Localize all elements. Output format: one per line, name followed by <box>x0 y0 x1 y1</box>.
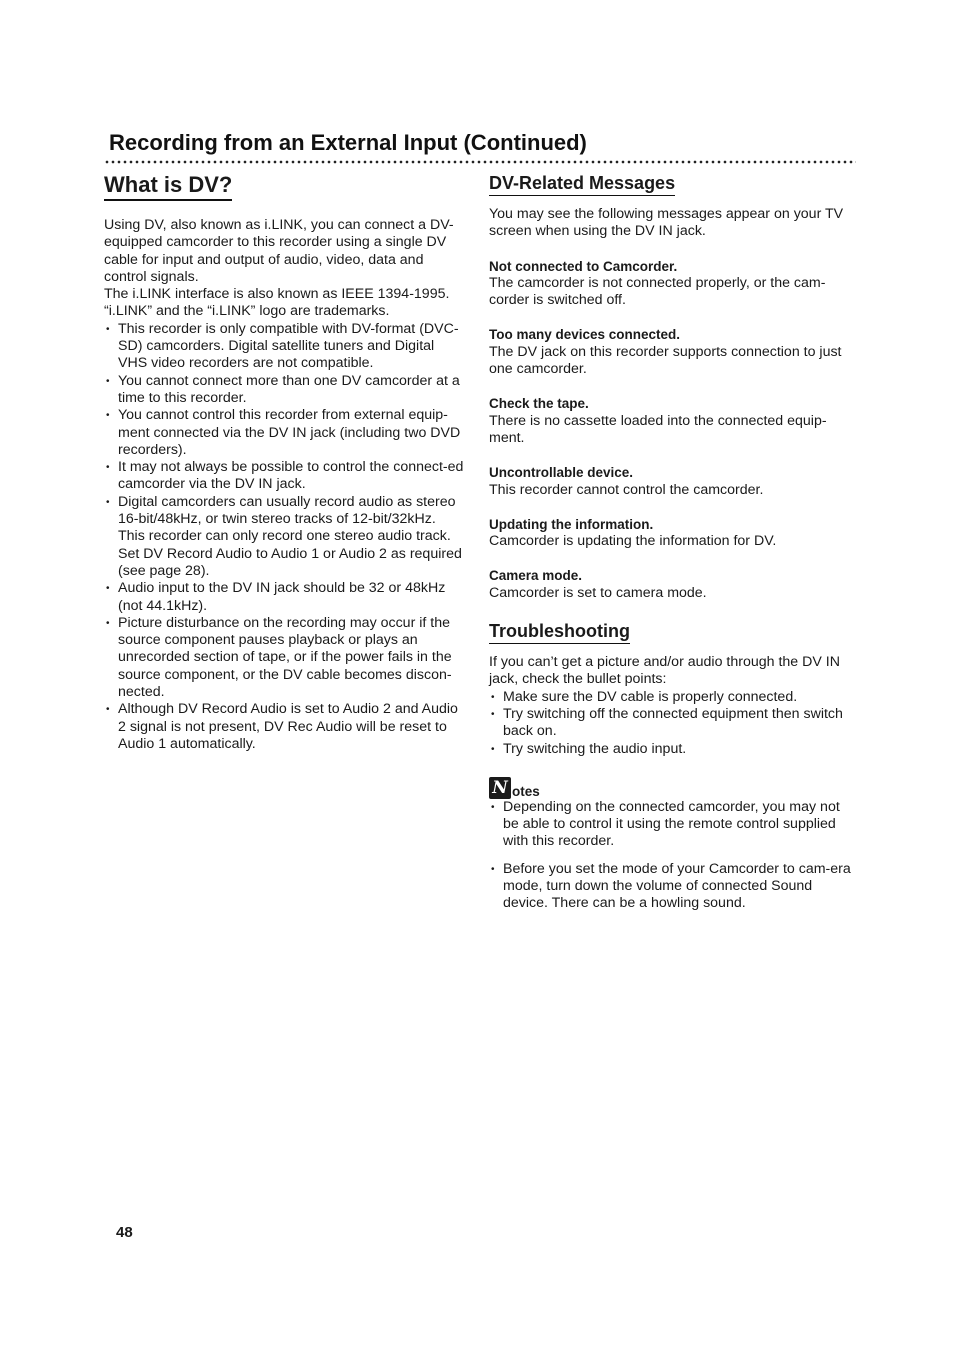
list-item: • Try switching the audio input. <box>489 741 855 758</box>
right-column <box>489 172 855 913</box>
message-title: Camera mode. <box>489 568 583 584</box>
list-item: • Try switching off the connected equipment then switch back on. <box>489 706 855 741</box>
list-item: • This recorder is only compatible with DV-format (DVC-SD) camcorders. Digital satellite tuners and Digital VHS video recorders are not compatible. <box>104 321 466 373</box>
message-text: Camcorder is updating the information for DV. <box>489 533 777 550</box>
troubleshooting-heading: Troubleshooting <box>489 620 630 644</box>
list-item: • You cannot connect more than one DV camcorder at a time to this recorder. <box>104 373 466 408</box>
message-text: This recorder cannot control the camcorder. <box>489 481 764 498</box>
message-text: The camcorder is not connected properly, or the cam-corder is switched off. <box>489 274 826 309</box>
list-item: • Depending on the connected camcorder, you may not be able to control it using the remote control supplied with this recorder. <box>489 799 855 851</box>
troubleshooting-list <box>489 689 855 758</box>
message-item <box>489 258 855 310</box>
section-title: Recording from an External Input (Continued) <box>109 130 587 155</box>
message-title: Too many devices connected. <box>489 327 681 343</box>
dv-messages-heading: DV-Related Messages <box>489 172 675 196</box>
list-item: • You cannot control this recorder from external equip-ment connected via the DV IN jack (including two DVD recorders). <box>104 407 466 459</box>
message-item <box>489 395 855 447</box>
list-item: • Although DV Record Audio is set to Audio 2 and Audio 2 signal is not present, DV Rec Audio will be reset to Audio 1 automatically. <box>104 701 466 753</box>
troubleshooting-section <box>489 620 855 758</box>
message-title: Not connected to Camcorder. <box>489 258 678 274</box>
message-text: There is no cassette loaded into the connected equip-ment. <box>489 412 827 446</box>
message-title: Uncontrollable device. <box>489 465 634 481</box>
message-item <box>489 326 855 378</box>
intro-paragraph-ilink: The i.LINK interface is also known as IEEE 1394-1995. “i.LINK” and the “i.LINK” logo are trademarks. <box>104 286 450 320</box>
list-item: • Make sure the DV cable is properly connected. <box>489 689 855 706</box>
list-item: • Digital camcorders can usually record audio as stereo 16-bit/48kHz, or twin stereo tracks of 12-bit/32kHz. This recorder can only record one stereo audio track. Set DV Record Audio to Audio 1 or Audio 2 as required (see page 28). <box>104 494 466 580</box>
messages-intro: You may see the following messages appear on your TV screen when using the DV IN jack. <box>489 206 844 240</box>
notes-label: otes <box>512 783 540 799</box>
list-item: • Audio input to the DV IN jack should be 32 or 48kHz (not 44.1kHz). <box>104 580 466 615</box>
page-number: 48 <box>116 1224 133 1241</box>
dotted-divider <box>104 160 856 164</box>
message-title: Updating the information. <box>489 516 654 532</box>
message-item <box>489 464 855 499</box>
troubleshooting-intro: If you can’t get a picture and/or audio through the DV IN jack, check the bullet points: <box>489 654 840 688</box>
list-item: • It may not always be possible to control the connect-ed camcorder via the DV IN jack. <box>104 459 466 494</box>
message-text: Camcorder is set to camera mode. <box>489 584 707 601</box>
what-is-dv-heading: What is DV? <box>104 172 232 201</box>
message-item <box>489 567 855 602</box>
list-item: • Picture disturbance on the recording may occur if the source component pauses playback or plays an unrecorded section of tape, or if the power fails in the source component, or the DV cable becomes discon-nected. <box>104 615 466 701</box>
left-column <box>104 172 466 753</box>
page-header <box>104 128 856 164</box>
notes-list <box>489 799 855 913</box>
dv-bullet-list <box>104 321 466 753</box>
intro-paragraph: Using DV, also known as i.LINK, you can connect a DV-equipped camcorder to this recorder using a single DV cable for input and output of audio, video, data and control signals. <box>104 217 454 285</box>
message-title: Check the tape. <box>489 396 589 412</box>
message-text: The DV jack on this recorder supports connection to just one camcorder. <box>489 343 842 378</box>
notes-heading <box>489 775 855 799</box>
list-item: • Before you set the mode of your Camcorder to cam-era mode, turn down the volume of connected Sound device. There can be a howling sound. <box>489 861 855 913</box>
notes-n-icon: N <box>489 777 511 799</box>
message-item <box>489 516 855 551</box>
